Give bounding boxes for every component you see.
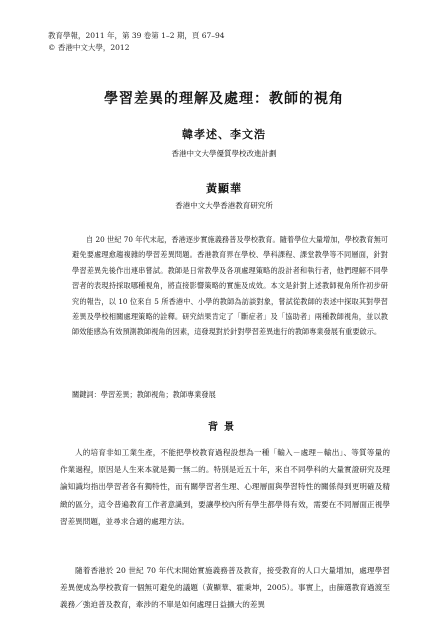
journal-citation: 教育學報，2011 年，第 39 卷第 1–2 期，頁 67–94 xyxy=(48,31,225,40)
paper-title: 學習差異的理解及處理：教師的視角 xyxy=(104,91,344,107)
body-paragraph: 人的培育非如工業生產，不能把學校教育過程設想為一種「輸入－處理－輸出」、等質等量的作業過程，原因是人生來本就是獨一無二的。特別是近五十年，來自不同學科的大量實證研究及理論知識均指出學習者各有獨特性，而有關學習者生理、心理層面與學習特性的關係得到更明確及精緻的區分，這令普遍教育工作者意識到，要讓學校內所有學生都學得有效，需要在不同層面正視學習差異問題，並尋求合適的處理方法。 xyxy=(60,448,390,526)
second-author-name: 黃顯華 xyxy=(206,182,242,195)
abstract: 自 20 世紀 70 年代末起，香港逐步實施義務普及學校教育。隨着學位大量增加，學校教育無可避免要處理愈趨複雜的學習差異問題。香港教育界在學校、學科課程、課堂教學等不同層面，針對學習差異先後作出連串嘗試。教師是日常教學及各項處理策略的設計者和執行者，他們理解不同學習者的表現持採取哪種視角，將直接影響策略的實施及成效。本文是針對上述教師視角所作初步研究的報告，以 10 位來自 5 所香港中、小學的教師為訪談對象，嘗試從教師的表述中探取其對學習差異及學校相關處理策略的詮釋。研究結果肯定了「斷症者」及「協助者」兩種教師視角，並以教師效能感為有效預測教師視角的因素，這發現對於針對學習差異進行的教師專業發展有重要啟示。 xyxy=(72,235,388,337)
second-author-affiliation: 香港中文大學香港教育研究所 xyxy=(175,201,273,210)
author-names: 韓孝述、李文浩 xyxy=(182,128,266,141)
body-paragraph: 隨着香港於 20 世紀 70 年代末開始實施義務普及教育，接受教育的人口大量增加，處理學習差異便成為學校教育一個無可避免的議題（黃顯華、霍秉坤，2005）。事實上，由篩選教育過渡至義務／強迫普及教育，牽涉的不單是如何處理日益擴大的差異 xyxy=(60,566,390,610)
section-heading: 背景 xyxy=(208,422,240,433)
copyright-line: © 香港中文大學，2012 xyxy=(48,43,130,52)
keywords: 關鍵詞：學習差異；教師視角；教師專業發展 xyxy=(72,390,216,399)
author-affiliation: 香港中文大學優質學校改進計劃 xyxy=(171,149,277,158)
journal-header xyxy=(48,30,225,54)
